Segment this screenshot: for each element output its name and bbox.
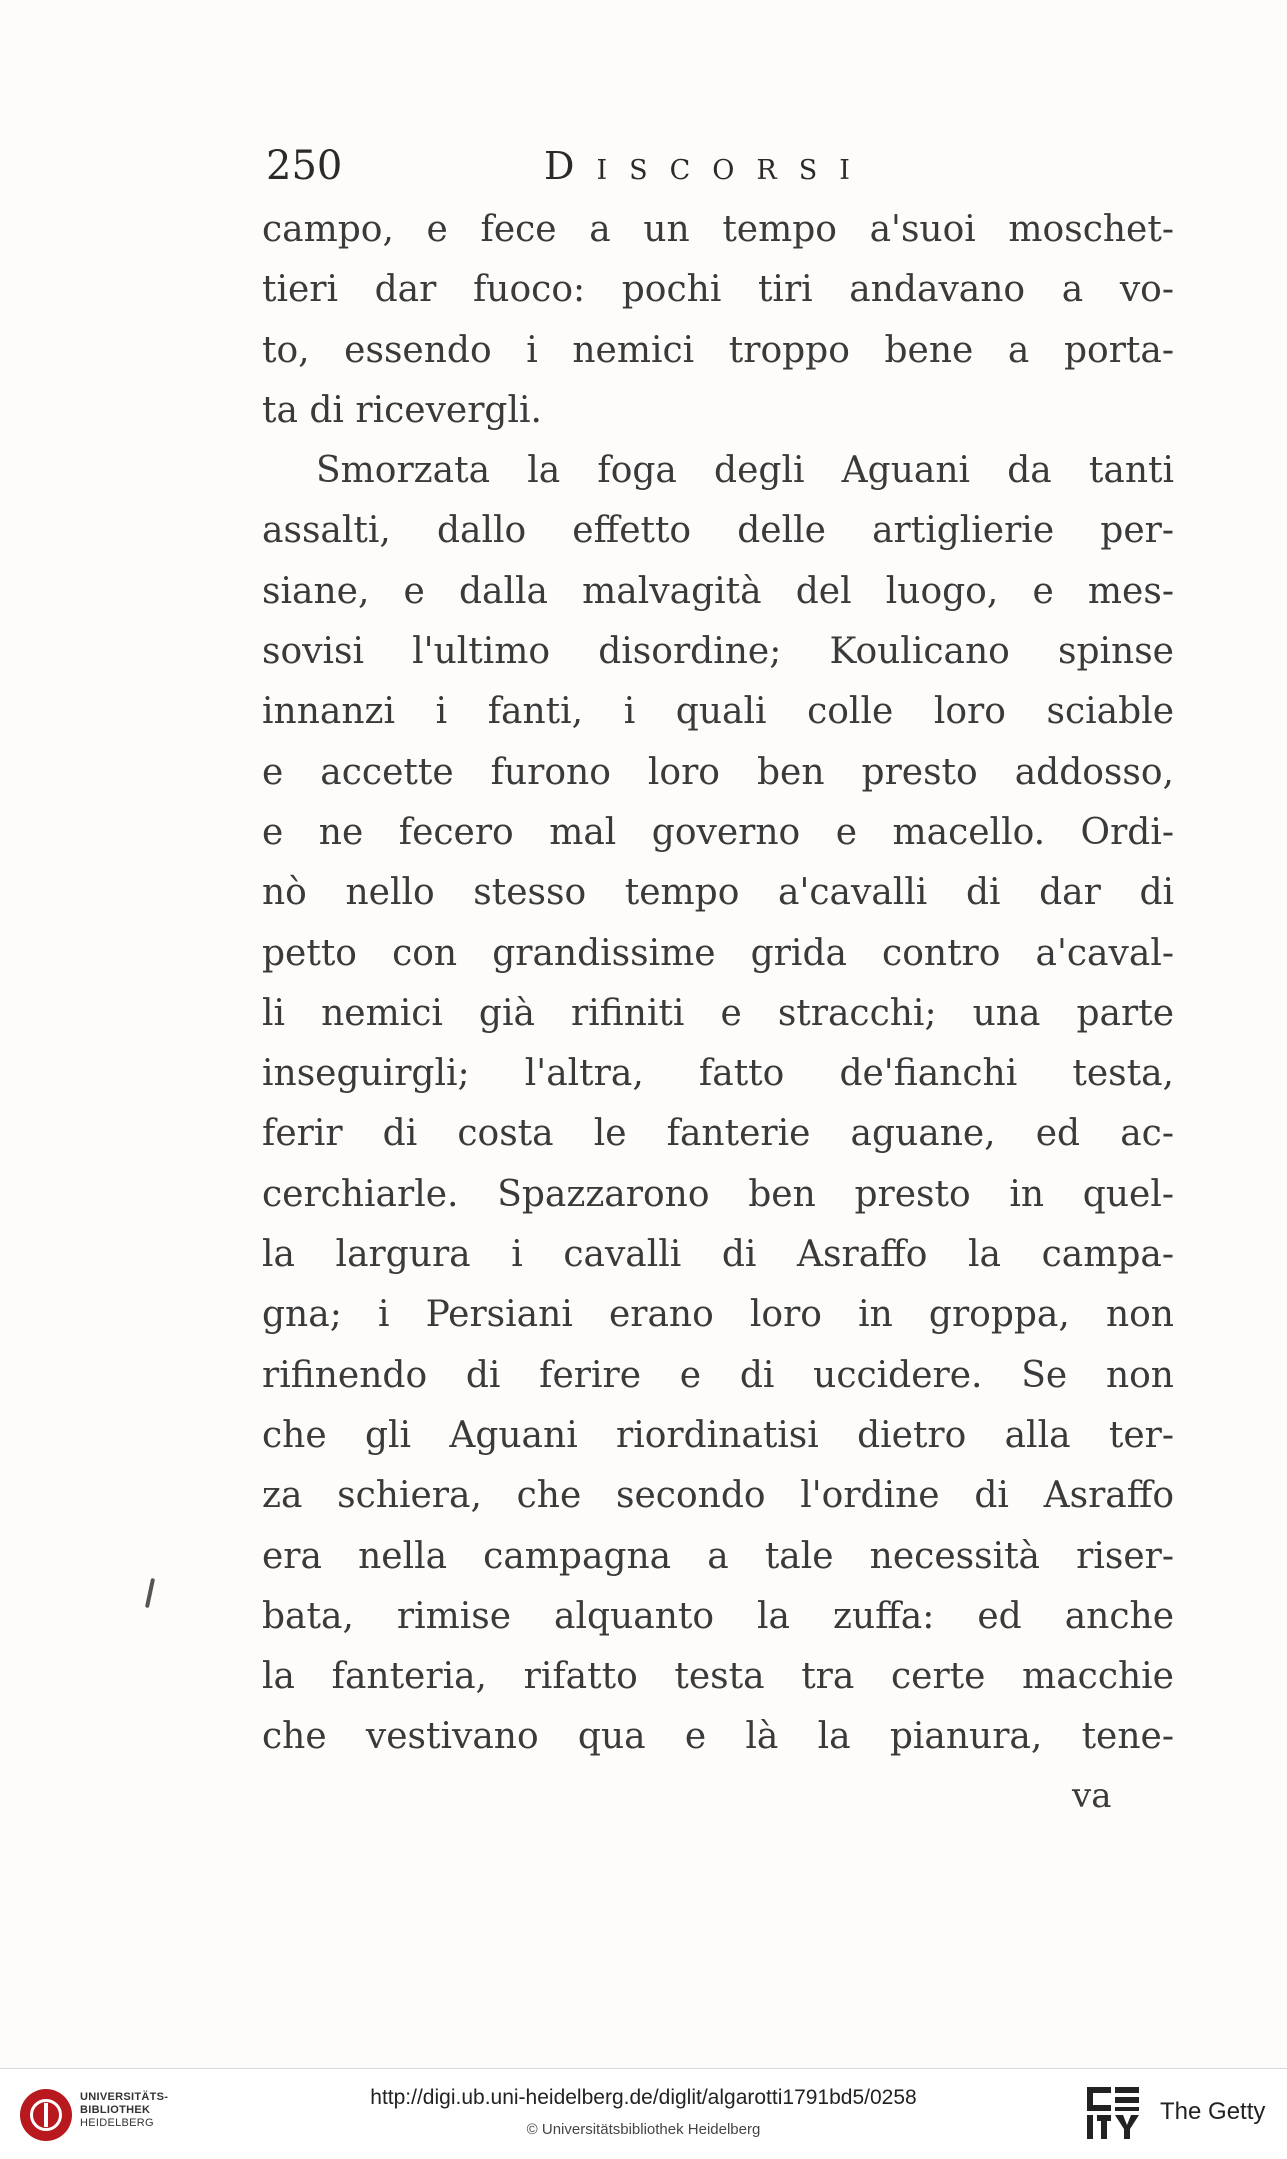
text-line: tieri dar fuoco: pochi tiri andavano a vo- [262, 269, 1174, 311]
text-line: assalti, dallo effetto delle artiglierie per- [262, 510, 1174, 552]
library-name-line: HEIDELBERG [80, 2117, 154, 2129]
running-head [266, 140, 886, 192]
text-line: inseguirgli; l'altra, fatto de'fianchi testa, [262, 1053, 1174, 1095]
catchword: va [1072, 1776, 1112, 1816]
text-line: sovisi l'ultimo disordine; Koulicano spinse [262, 631, 1174, 673]
text-line: ta di ricevergli. [262, 389, 542, 431]
text-line: e accette furono loro ben presto addosso, [262, 751, 1174, 793]
text-line: li nemici già rifiniti e stracchi; una parte [262, 992, 1174, 1034]
text-line: to, essendo i nemici troppo bene a porta- [262, 329, 1174, 371]
page-number: 250 [266, 143, 343, 189]
text-line: rifinendo di ferire e di uccidere. Se non [262, 1354, 1174, 1396]
text-line: era nella campagna a tale necessità riser- [262, 1535, 1174, 1577]
text-line: campo, e fece a un tempo a'suoi moschet- [262, 209, 1174, 250]
footer-bar [0, 2068, 1287, 2159]
library-name-line: BIBLIOTHEK [80, 2104, 151, 2116]
text-line: siane, e dalla malvagità del luogo, e mes- [262, 570, 1174, 612]
text-line: bata, rimise alquanto la zuffa: ed anche [262, 1595, 1174, 1637]
text-line: la largura i cavalli di Asraffo la campa- [262, 1234, 1174, 1276]
text-line: innanzi i fanti, i quali colle loro sciable [262, 691, 1174, 733]
ink-mark [145, 1578, 155, 1608]
text-line: petto con grandissime grida contro a'caval- [262, 932, 1174, 974]
text-line: che gli Aguani riordinatisi dietro alla ter- [262, 1414, 1174, 1456]
text-line: nò nello stesso tempo a'cavalli di dar di [262, 872, 1174, 914]
text-line: cerchiarle. Spazzarono ben presto in quel- [262, 1173, 1174, 1215]
partner-name: The Getty [1160, 2098, 1266, 2125]
text-line: ferir di costa le fanterie aguane, ed ac- [262, 1113, 1174, 1155]
permalink-url[interactable]: http://digi.ub.uni-heidelberg.de/diglit/algarotti1791bd5/0258 [370, 2086, 917, 2109]
text-line: la fanteria, rifatto testa tra certe macchie [262, 1656, 1174, 1698]
text-line: che vestivano qua e là la pianura, tene- [262, 1716, 1174, 1758]
library-name-line: UNIVERSITÄTS- [80, 2091, 169, 2103]
copyright-notice: © Universitätsbibliothek Heidelberg [526, 2121, 761, 2138]
body-text [262, 200, 1174, 1768]
text-line: za schiera, che secondo l'ordine di Asraffo [262, 1475, 1174, 1517]
running-title: Discorsi [544, 144, 872, 188]
text-line: gna; i Persiani erano loro in groppa, non [262, 1294, 1174, 1336]
text-line: Smorzata la foga degli Aguani da tanti [316, 450, 1174, 492]
getty-logo-icon [1085, 2085, 1141, 2141]
text-line: e ne fecero mal governo e macello. Ordi- [262, 811, 1174, 853]
